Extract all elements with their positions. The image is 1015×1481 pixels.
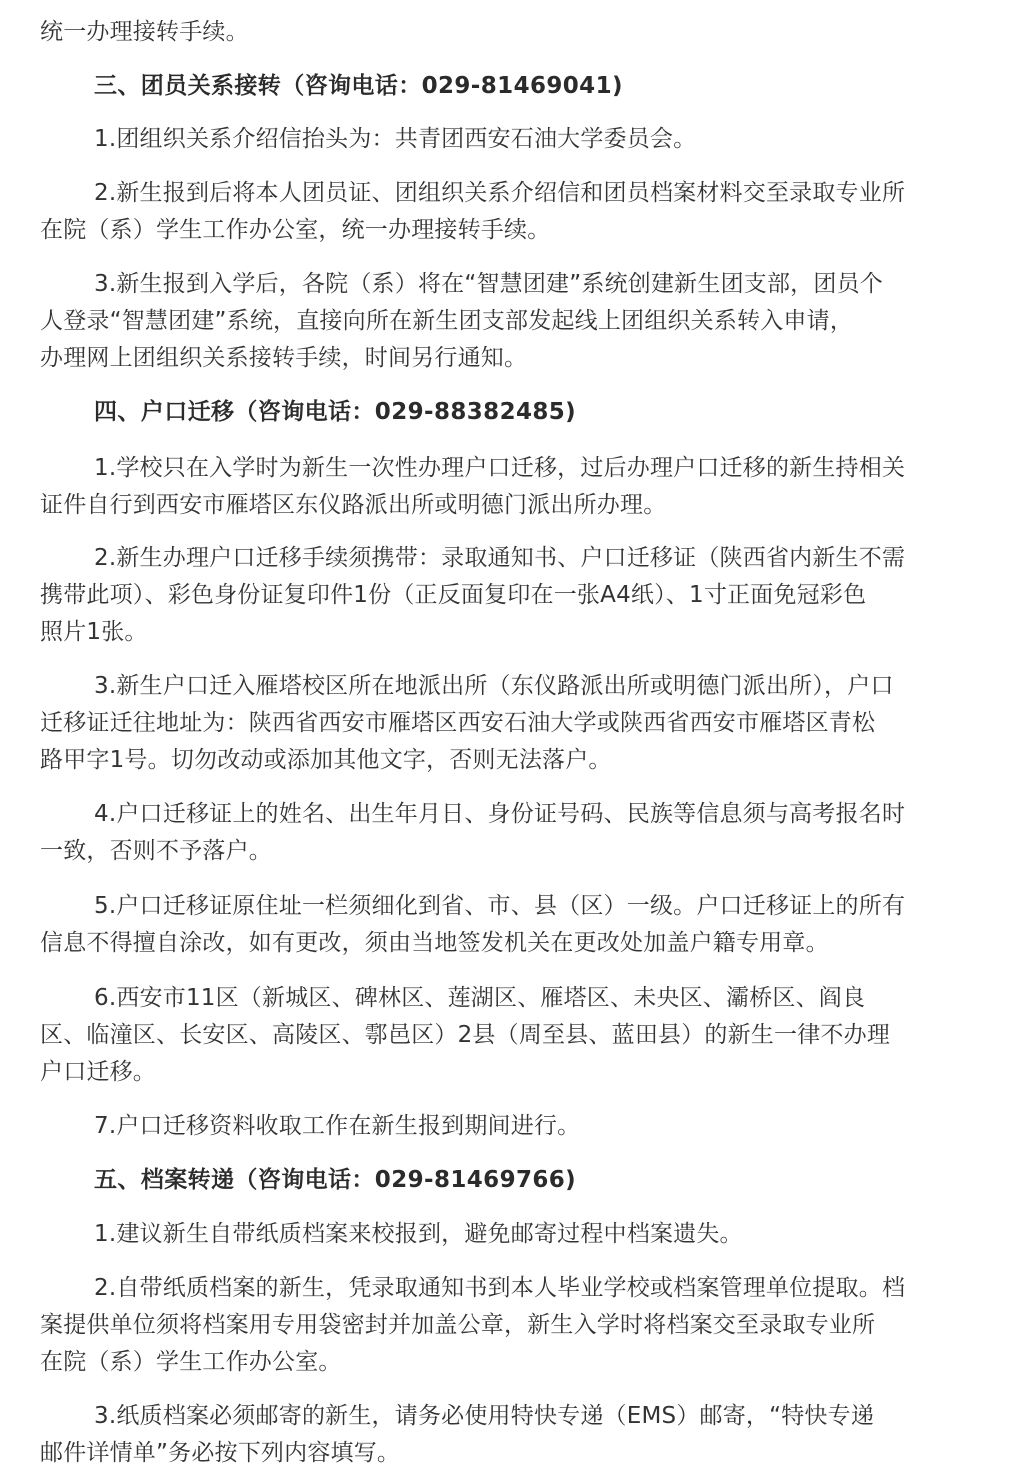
paragraph-line: 1.建议新生自带纸质档案来校报到，避免邮寄过程中档案遗失。 (94, 1221, 743, 1247)
paragraph-line: 区、临潼区、长安区、高陵区、鄠邑区）2县（周至县、蓝田县）的新生一律不办理 (40, 1022, 891, 1048)
paragraph-s4-6 (40, 980, 975, 1091)
paragraph-s5-3 (40, 1398, 975, 1472)
paragraph-line: 信息不得擅自涂改，如有更改，须由当地签发机关在更改处加盖户籍专用章。 (40, 930, 829, 956)
paragraph-line: 2.新生报到后将本人团员证、团组织关系介绍信和团员档案材料交至录取专业所 (94, 180, 906, 206)
paragraph-line: 证件自行到西安市雁塔区东仪路派出所或明德门派出所办理。 (40, 492, 667, 518)
paragraph-line: 7.户口迁移资料收取工作在新生报到期间进行。 (94, 1113, 581, 1139)
paragraph-line: 案提供单位须将档案用专用袋密封并加盖公章，新生入学时将档案交至录取专业所 (40, 1312, 876, 1338)
paragraph-line: 5.户口迁移证原住址一栏须细化到省、市、县（区）一级。户口迁移证上的所有 (94, 893, 906, 919)
paragraph-line: 3.新生户口迁入雁塔校区所在地派出所（东仪路派出所或明德门派出所），户口 (94, 673, 894, 699)
paragraph-line: 3.新生报到入学后，各院（系）将在“智慧团建”系统创建新生团支部，团员个 (94, 271, 883, 297)
paragraph-s4-3 (40, 668, 975, 779)
paragraph-s4-1 (40, 450, 975, 524)
paragraph-line: 携带此项）、彩色身份证复印件1份（正反面复印在一张A4纸）、1寸正面免冠彩色 (40, 582, 867, 608)
paragraph-line: 在院（系）学生工作办公室，统一办理接转手续。 (40, 217, 551, 243)
paragraph-line: 1.团组织关系介绍信抬头为：共青团西安石油大学委员会。 (94, 126, 697, 152)
paragraph-line: 户口迁移。 (40, 1059, 156, 1085)
section-heading-household-transfer: 四、户口迁移（咨询电话：029-88382485) (94, 399, 577, 425)
paragraph-s4-7 (40, 1108, 975, 1145)
paragraph-line: 统一办理接转手续。 (40, 19, 249, 45)
paragraph-s5-1 (40, 1216, 975, 1253)
paragraph-s4-2 (40, 540, 975, 651)
paragraph-line: 4.户口迁移证上的姓名、出生年月日、身份证号码、民族等信息须与高考报名时 (94, 801, 906, 827)
paragraph-s3-2 (40, 175, 975, 249)
paragraph-line: 办理网上团组织关系接转手续，时间另行通知。 (40, 345, 528, 371)
paragraph-line: 1.学校只在入学时为新生一次性办理户口迁移，过后办理户口迁移的新生持相关 (94, 455, 906, 481)
paragraph-line: 2.自带纸质档案的新生，凭录取通知书到本人毕业学校或档案管理单位提取。档 (94, 1275, 906, 1301)
paragraph-s3-3 (40, 266, 975, 377)
paragraph-s4-4 (40, 796, 975, 870)
paragraph-line: 一致，否则不予落户。 (40, 838, 272, 864)
paragraph-line: 照片1张。 (40, 619, 148, 645)
lead-paragraph (40, 14, 975, 51)
paragraph-line: 3.纸质档案必须邮寄的新生，请务必使用特快专递（EMS）邮寄，“特快专递 (94, 1403, 875, 1429)
section-heading-league-transfer: 三、团员关系接转（咨询电话：029-81469041) (94, 73, 623, 99)
paragraph-line: 6.西安市11区（新城区、碑林区、莲湖区、雁塔区、未央区、灞桥区、阎良 (94, 985, 866, 1011)
paragraph-line: 迁移证迁往地址为：陕西省西安市雁塔区西安石油大学或陕西省西安市雁塔区青松 (40, 710, 876, 736)
paragraph-line: 在院（系）学生工作办公室。 (40, 1349, 342, 1375)
paragraph-line: 路甲字1号。切勿改动或添加其他文字，否则无法落户。 (40, 747, 612, 773)
paragraph-s3-1 (40, 121, 975, 158)
paragraph-line: 人登录“智慧团建”系统，直接向所在新生团支部发起线上团组织关系转入申请， (40, 308, 854, 334)
paragraph-line: 邮件详情单”务必按下列内容填写。 (40, 1440, 401, 1466)
paragraph-s5-2 (40, 1270, 975, 1381)
paragraph-s4-5 (40, 888, 975, 962)
paragraph-line: 2.新生办理户口迁移手续须携带：录取通知书、户口迁移证（陕西省内新生不需 (94, 545, 906, 571)
section-heading-archive-transfer: 五、档案转递（咨询电话：029-81469766) (94, 1167, 577, 1193)
